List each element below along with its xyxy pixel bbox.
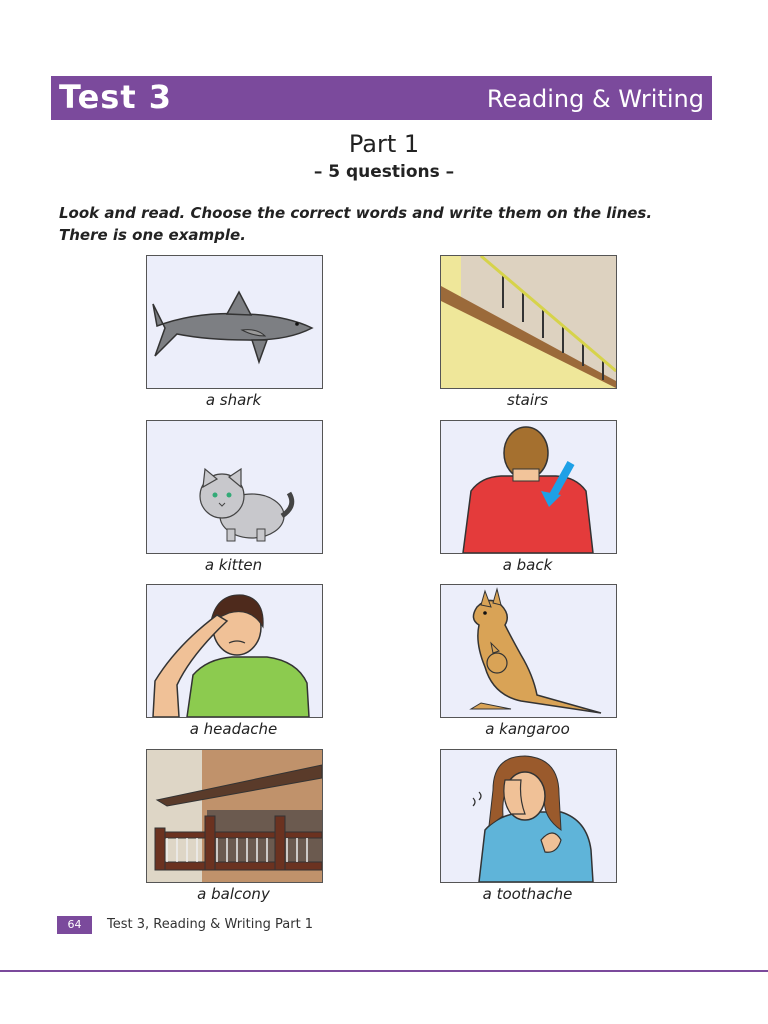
back-illustration: [441, 421, 616, 553]
part-title: Part 1: [348, 130, 420, 158]
footer-text: Test 3, Reading & Writing Part 1: [107, 917, 314, 932]
picture-card-stairs: [440, 255, 617, 389]
caption-toothache: a toothache: [482, 885, 573, 903]
page-number: 64: [57, 916, 92, 934]
shark-illustration: [147, 256, 322, 388]
picture-card-toothache: [440, 749, 617, 883]
picture-card-kangaroo: [440, 584, 617, 718]
caption-back: a back: [502, 556, 553, 574]
part-subtitle: – 5 questions –: [313, 162, 455, 182]
title-banner: [51, 76, 712, 120]
caption-kangaroo: a kangaroo: [485, 720, 570, 738]
balcony-illustration: [147, 750, 322, 882]
section-title: Reading & Writing: [486, 85, 704, 113]
picture-card-balcony: [146, 749, 323, 883]
caption-stairs: stairs: [506, 391, 549, 409]
instructions: [59, 202, 652, 246]
caption-kitten: a kitten: [204, 556, 263, 574]
instructions-line-1: Look and read. Choose the correct words and write them on the lines.: [59, 204, 653, 222]
test-title: Test 3: [59, 78, 173, 116]
kangaroo-illustration: [441, 585, 616, 717]
toothache-illustration: [441, 750, 616, 882]
footer-divider: [0, 970, 768, 972]
instructions-line-2: There is one example.: [59, 226, 246, 244]
picture-card-back: [440, 420, 617, 554]
stairs-illustration: [441, 256, 616, 388]
caption-headache: a headache: [189, 720, 278, 738]
picture-card-kitten: [146, 420, 323, 554]
kitten-illustration: [147, 421, 322, 553]
picture-card-shark: [146, 255, 323, 389]
caption-balcony: a balcony: [197, 885, 270, 903]
caption-shark: a shark: [205, 391, 262, 409]
picture-card-headache: [146, 584, 323, 718]
headache-illustration: [147, 585, 322, 717]
